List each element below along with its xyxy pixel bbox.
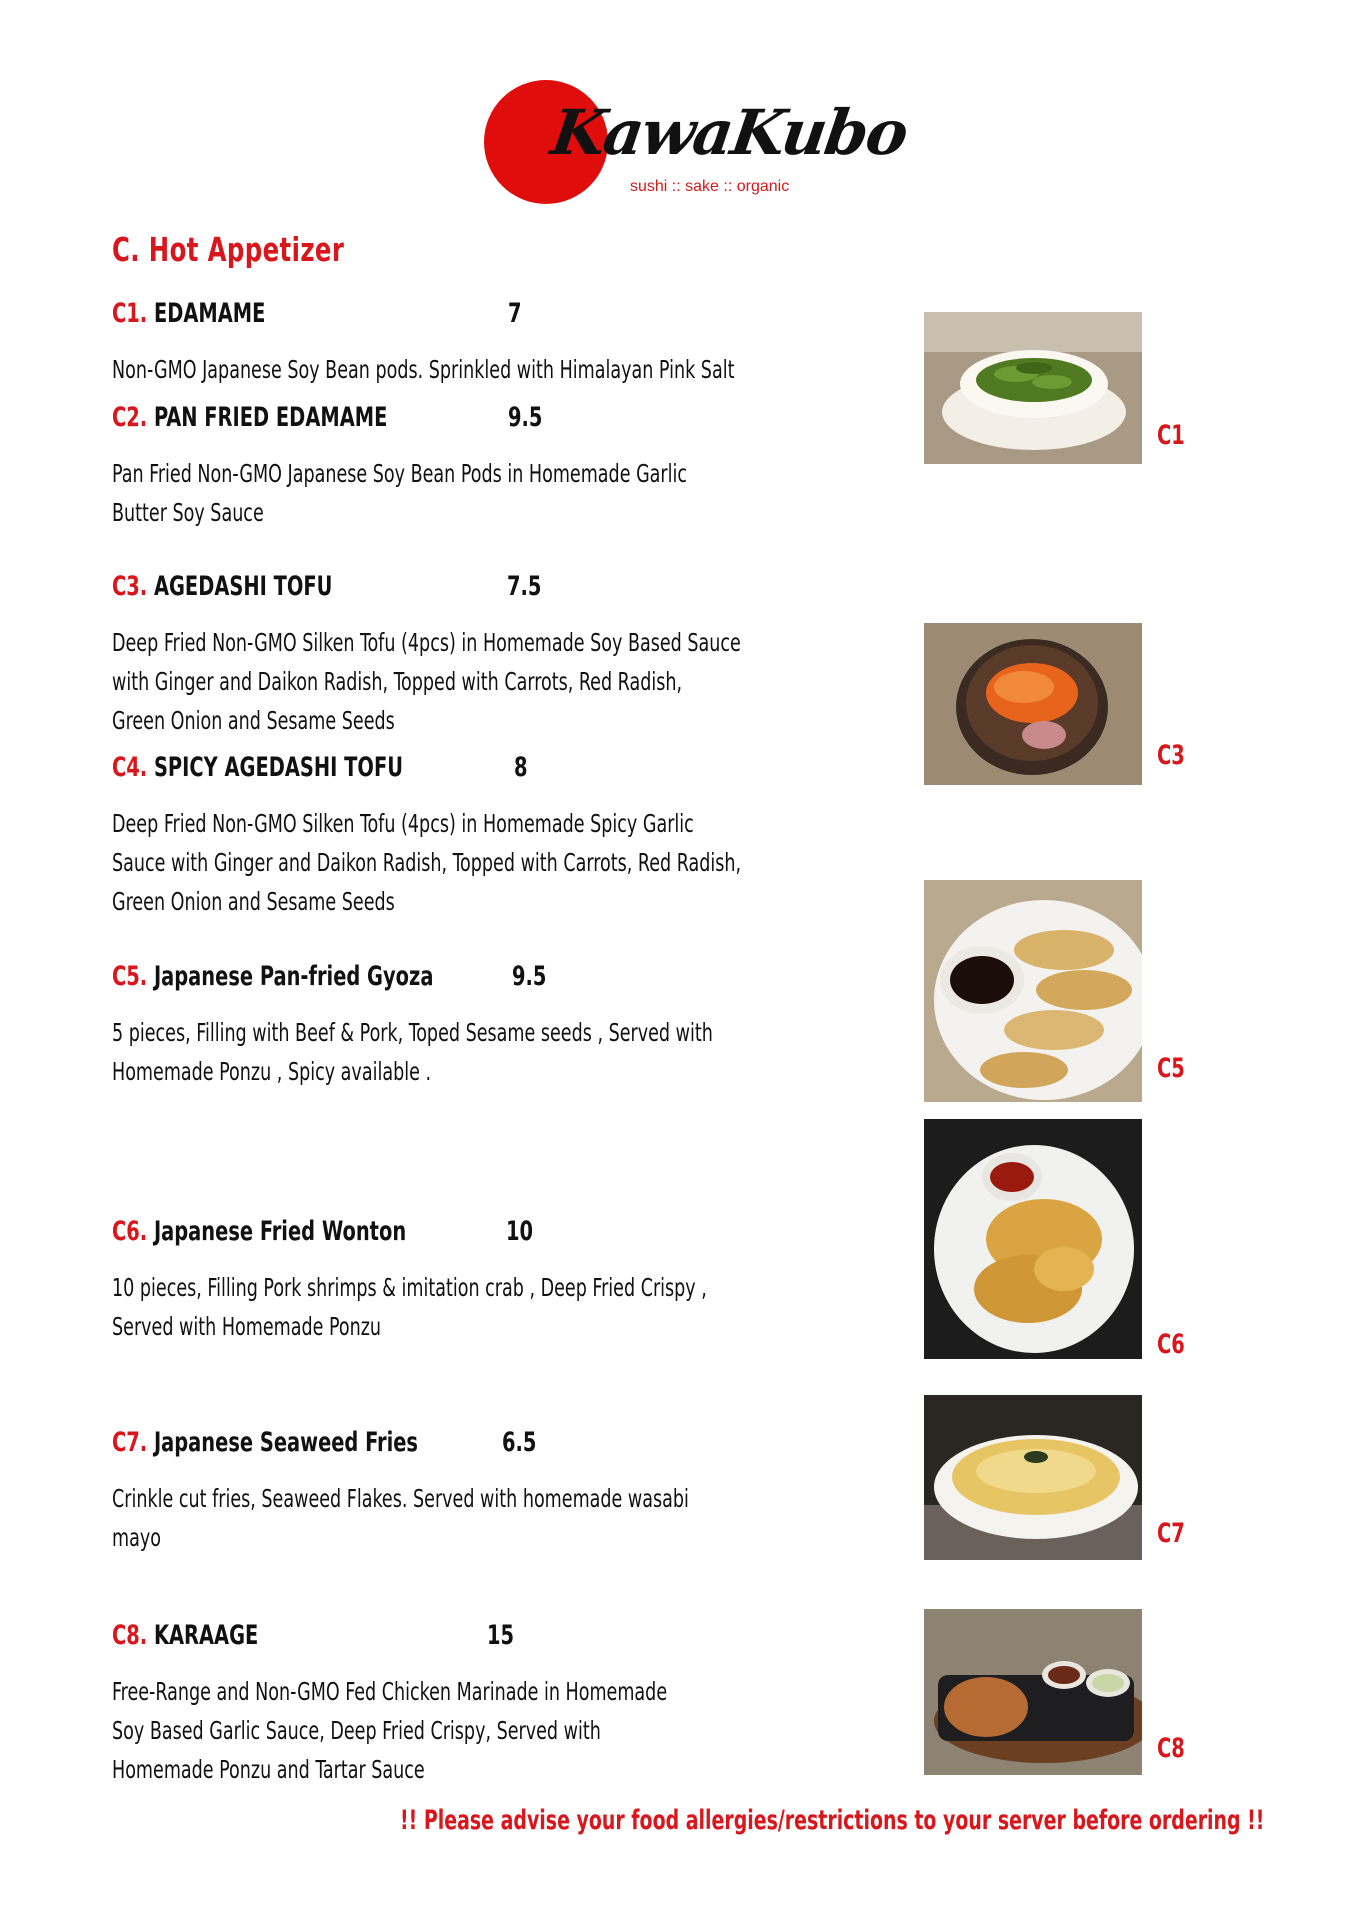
edamame-photo bbox=[924, 312, 1142, 464]
item-description: Deep Fried Non-GMO Silken Tofu (4pcs) in Homemade Soy Based Sauce with Ginger and Daikon Radish, Topped with Carrots, Red Radish, Green Onion and Sesame Seeds bbox=[112, 628, 741, 735]
item-price: 9.5 bbox=[512, 961, 547, 992]
item-price: 15 bbox=[487, 1620, 515, 1651]
fried-wonton-photo bbox=[924, 1119, 1142, 1359]
menu-item-c3 bbox=[112, 571, 1012, 740]
item-name: Japanese Fried Wonton bbox=[153, 1216, 407, 1247]
item-code: C2. bbox=[112, 402, 148, 433]
item-name: PAN FRIED EDAMAME bbox=[153, 402, 388, 433]
item-price: 6.5 bbox=[502, 1427, 537, 1458]
menu-item-c6 bbox=[112, 1216, 1012, 1346]
agedashi-tofu-photo bbox=[924, 623, 1142, 785]
allergy-notice: !! Please advise your food allergies/restrictions to your server before ordering !! bbox=[400, 1805, 1265, 1836]
menu-item-c5 bbox=[112, 961, 1012, 1091]
item-name: Japanese Seaweed Fries bbox=[153, 1427, 418, 1458]
item-name: AGEDASHI TOFU bbox=[153, 571, 333, 602]
photo-label: C3 bbox=[1157, 740, 1185, 771]
gyoza-photo bbox=[924, 880, 1142, 1102]
seaweed-fries-photo bbox=[924, 1395, 1142, 1560]
photo-label: C5 bbox=[1157, 1053, 1185, 1084]
menu-item-c1 bbox=[112, 298, 1012, 389]
item-price: 9.5 bbox=[508, 402, 543, 433]
item-name: KARAAGE bbox=[153, 1620, 259, 1651]
item-code: C4. bbox=[112, 752, 148, 783]
item-price: 8 bbox=[514, 752, 528, 783]
item-price: 7 bbox=[508, 298, 522, 329]
photo-label: C8 bbox=[1157, 1733, 1185, 1764]
item-description: Non-GMO Japanese Soy Bean pods. Sprinkled with Himalayan Pink Salt bbox=[112, 355, 735, 384]
menu-item-c8 bbox=[112, 1620, 1012, 1789]
item-name: EDAMAME bbox=[153, 298, 266, 329]
item-code: C8. bbox=[112, 1620, 148, 1651]
section-title: C. Hot Appetizer bbox=[112, 230, 345, 269]
item-description: Crinkle cut fries, Seaweed Flakes. Served with homemade wasabi mayo bbox=[112, 1484, 689, 1552]
karaage-photo bbox=[924, 1609, 1142, 1775]
menu-item-c4 bbox=[112, 752, 1012, 921]
photo-label: C7 bbox=[1157, 1518, 1185, 1549]
item-code: C6. bbox=[112, 1216, 148, 1247]
logo-tagline: sushi :: sake :: organic bbox=[630, 178, 790, 195]
menu-item-c2 bbox=[112, 402, 1012, 532]
item-description: 5 pieces, Filling with Beef & Pork, Toped Sesame seeds , Served with Homemade Ponzu , Spicy available . bbox=[112, 1018, 713, 1086]
item-description: 10 pieces, Filling Pork shrimps & imitation crab , Deep Fried Crispy , Served with Homemade Ponzu bbox=[112, 1273, 707, 1341]
restaurant-logo bbox=[480, 78, 912, 208]
item-price: 7.5 bbox=[507, 571, 542, 602]
logo-wordmark: KawaKubo bbox=[546, 96, 912, 169]
item-name: Japanese Pan-fried Gyoza bbox=[153, 961, 434, 992]
menu-item-c7 bbox=[112, 1427, 1012, 1557]
item-description: Pan Fried Non-GMO Japanese Soy Bean Pods in Homemade Garlic Butter Soy Sauce bbox=[112, 459, 688, 527]
item-description: Deep Fried Non-GMO Silken Tofu (4pcs) in Homemade Spicy Garlic Sauce with Ginger and Daikon Radish, Topped with Carrots, Red Radish, Green Onion and Sesame Seeds bbox=[112, 809, 742, 916]
photo-label: C6 bbox=[1157, 1329, 1185, 1360]
item-price: 10 bbox=[506, 1216, 534, 1247]
item-code: C3. bbox=[112, 571, 148, 602]
item-code: C5. bbox=[112, 961, 148, 992]
item-description: Free-Range and Non-GMO Fed Chicken Marinade in Homemade Soy Based Garlic Sauce, Deep Fried Crispy, Served with Homemade Ponzu and Tartar Sauce bbox=[112, 1677, 668, 1784]
item-code: C7. bbox=[112, 1427, 148, 1458]
photo-label: C1 bbox=[1157, 420, 1185, 451]
item-code: C1. bbox=[112, 298, 148, 329]
item-name: SPICY AGEDASHI TOFU bbox=[153, 752, 404, 783]
